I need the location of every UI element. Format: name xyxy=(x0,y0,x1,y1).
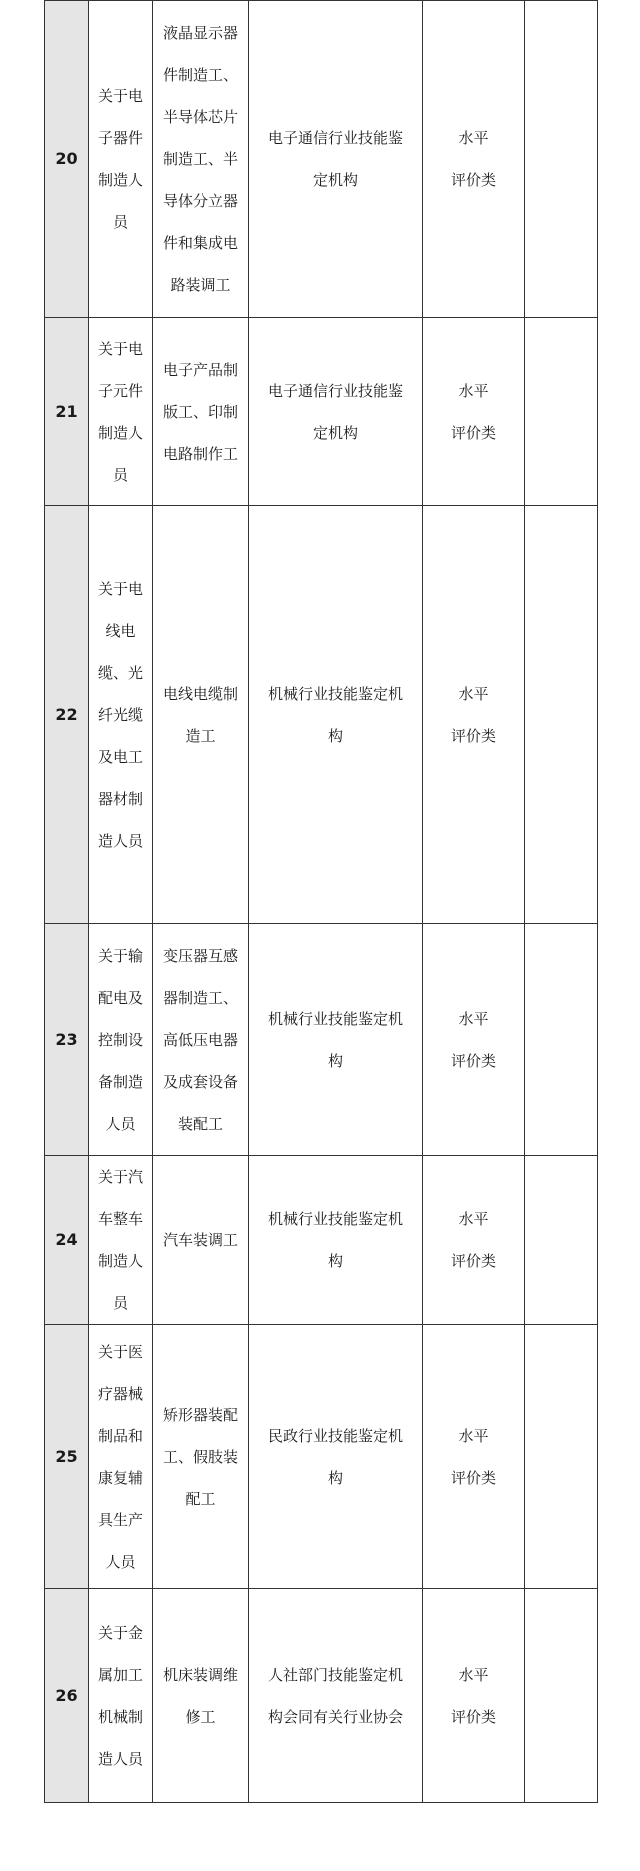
agency-cell: 电子通信行业技能鉴 定机构 xyxy=(249,318,423,506)
occupation-cell: 电线电缆制 造工 xyxy=(153,506,249,924)
agency-cell: 民政行业技能鉴定机 构 xyxy=(249,1325,423,1589)
table-row xyxy=(45,1156,598,1325)
occupation-cell: 液晶显示器 件制造工、 半导体芯片 制造工、半 导体分立器 件和集成电 路装调工 xyxy=(153,1,249,318)
note-cell xyxy=(525,506,598,924)
evaluation-type-cell: 水平 评价类 xyxy=(423,506,525,924)
agency-cell: 电子通信行业技能鉴 定机构 xyxy=(249,1,423,318)
table-row xyxy=(45,1,598,318)
row-number: 23 xyxy=(45,924,89,1156)
agency-cell: 机械行业技能鉴定机 构 xyxy=(249,924,423,1156)
category-cell: 关于输 配电及 控制设 备制造 人员 xyxy=(89,924,153,1156)
row-number: 20 xyxy=(45,1,89,318)
occupation-cell: 汽车装调工 xyxy=(153,1156,249,1325)
category-cell: 关于金 属加工 机械制 造人员 xyxy=(89,1589,153,1803)
occupation-table xyxy=(44,0,598,1803)
row-number: 22 xyxy=(45,506,89,924)
note-cell xyxy=(525,318,598,506)
agency-cell: 人社部门技能鉴定机 构会同有关行业协会 xyxy=(249,1589,423,1803)
occupation-cell: 矫形器装配 工、假肢装 配工 xyxy=(153,1325,249,1589)
category-cell: 关于医 疗器械 制品和 康复辅 具生产 人员 xyxy=(89,1325,153,1589)
note-cell xyxy=(525,1156,598,1325)
table-row xyxy=(45,1325,598,1589)
table-row xyxy=(45,318,598,506)
table-row xyxy=(45,506,598,924)
category-cell: 关于电 子器件 制造人 员 xyxy=(89,1,153,318)
occupation-cell: 变压器互感 器制造工、 高低压电器 及成套设备 装配工 xyxy=(153,924,249,1156)
occupation-table-container xyxy=(44,0,598,1803)
row-number: 26 xyxy=(45,1589,89,1803)
agency-cell: 机械行业技能鉴定机 构 xyxy=(249,1156,423,1325)
category-cell: 关于电 子元件 制造人 员 xyxy=(89,318,153,506)
row-number: 24 xyxy=(45,1156,89,1325)
evaluation-type-cell: 水平 评价类 xyxy=(423,1589,525,1803)
evaluation-type-cell: 水平 评价类 xyxy=(423,924,525,1156)
table-row xyxy=(45,1589,598,1803)
note-cell xyxy=(525,1589,598,1803)
note-cell xyxy=(525,924,598,1156)
occupation-cell: 电子产品制 版工、印制 电路制作工 xyxy=(153,318,249,506)
category-cell: 关于电 线电 缆、光 纤光缆 及电工 器材制 造人员 xyxy=(89,506,153,924)
agency-cell: 机械行业技能鉴定机 构 xyxy=(249,506,423,924)
evaluation-type-cell: 水平 评价类 xyxy=(423,318,525,506)
occupation-cell: 机床装调维 修工 xyxy=(153,1589,249,1803)
row-number: 25 xyxy=(45,1325,89,1589)
note-cell xyxy=(525,1,598,318)
row-number: 21 xyxy=(45,318,89,506)
category-cell: 关于汽 车整车 制造人 员 xyxy=(89,1156,153,1325)
note-cell xyxy=(525,1325,598,1589)
evaluation-type-cell: 水平 评价类 xyxy=(423,1156,525,1325)
evaluation-type-cell: 水平 评价类 xyxy=(423,1,525,318)
evaluation-type-cell: 水平 评价类 xyxy=(423,1325,525,1589)
table-row xyxy=(45,924,598,1156)
